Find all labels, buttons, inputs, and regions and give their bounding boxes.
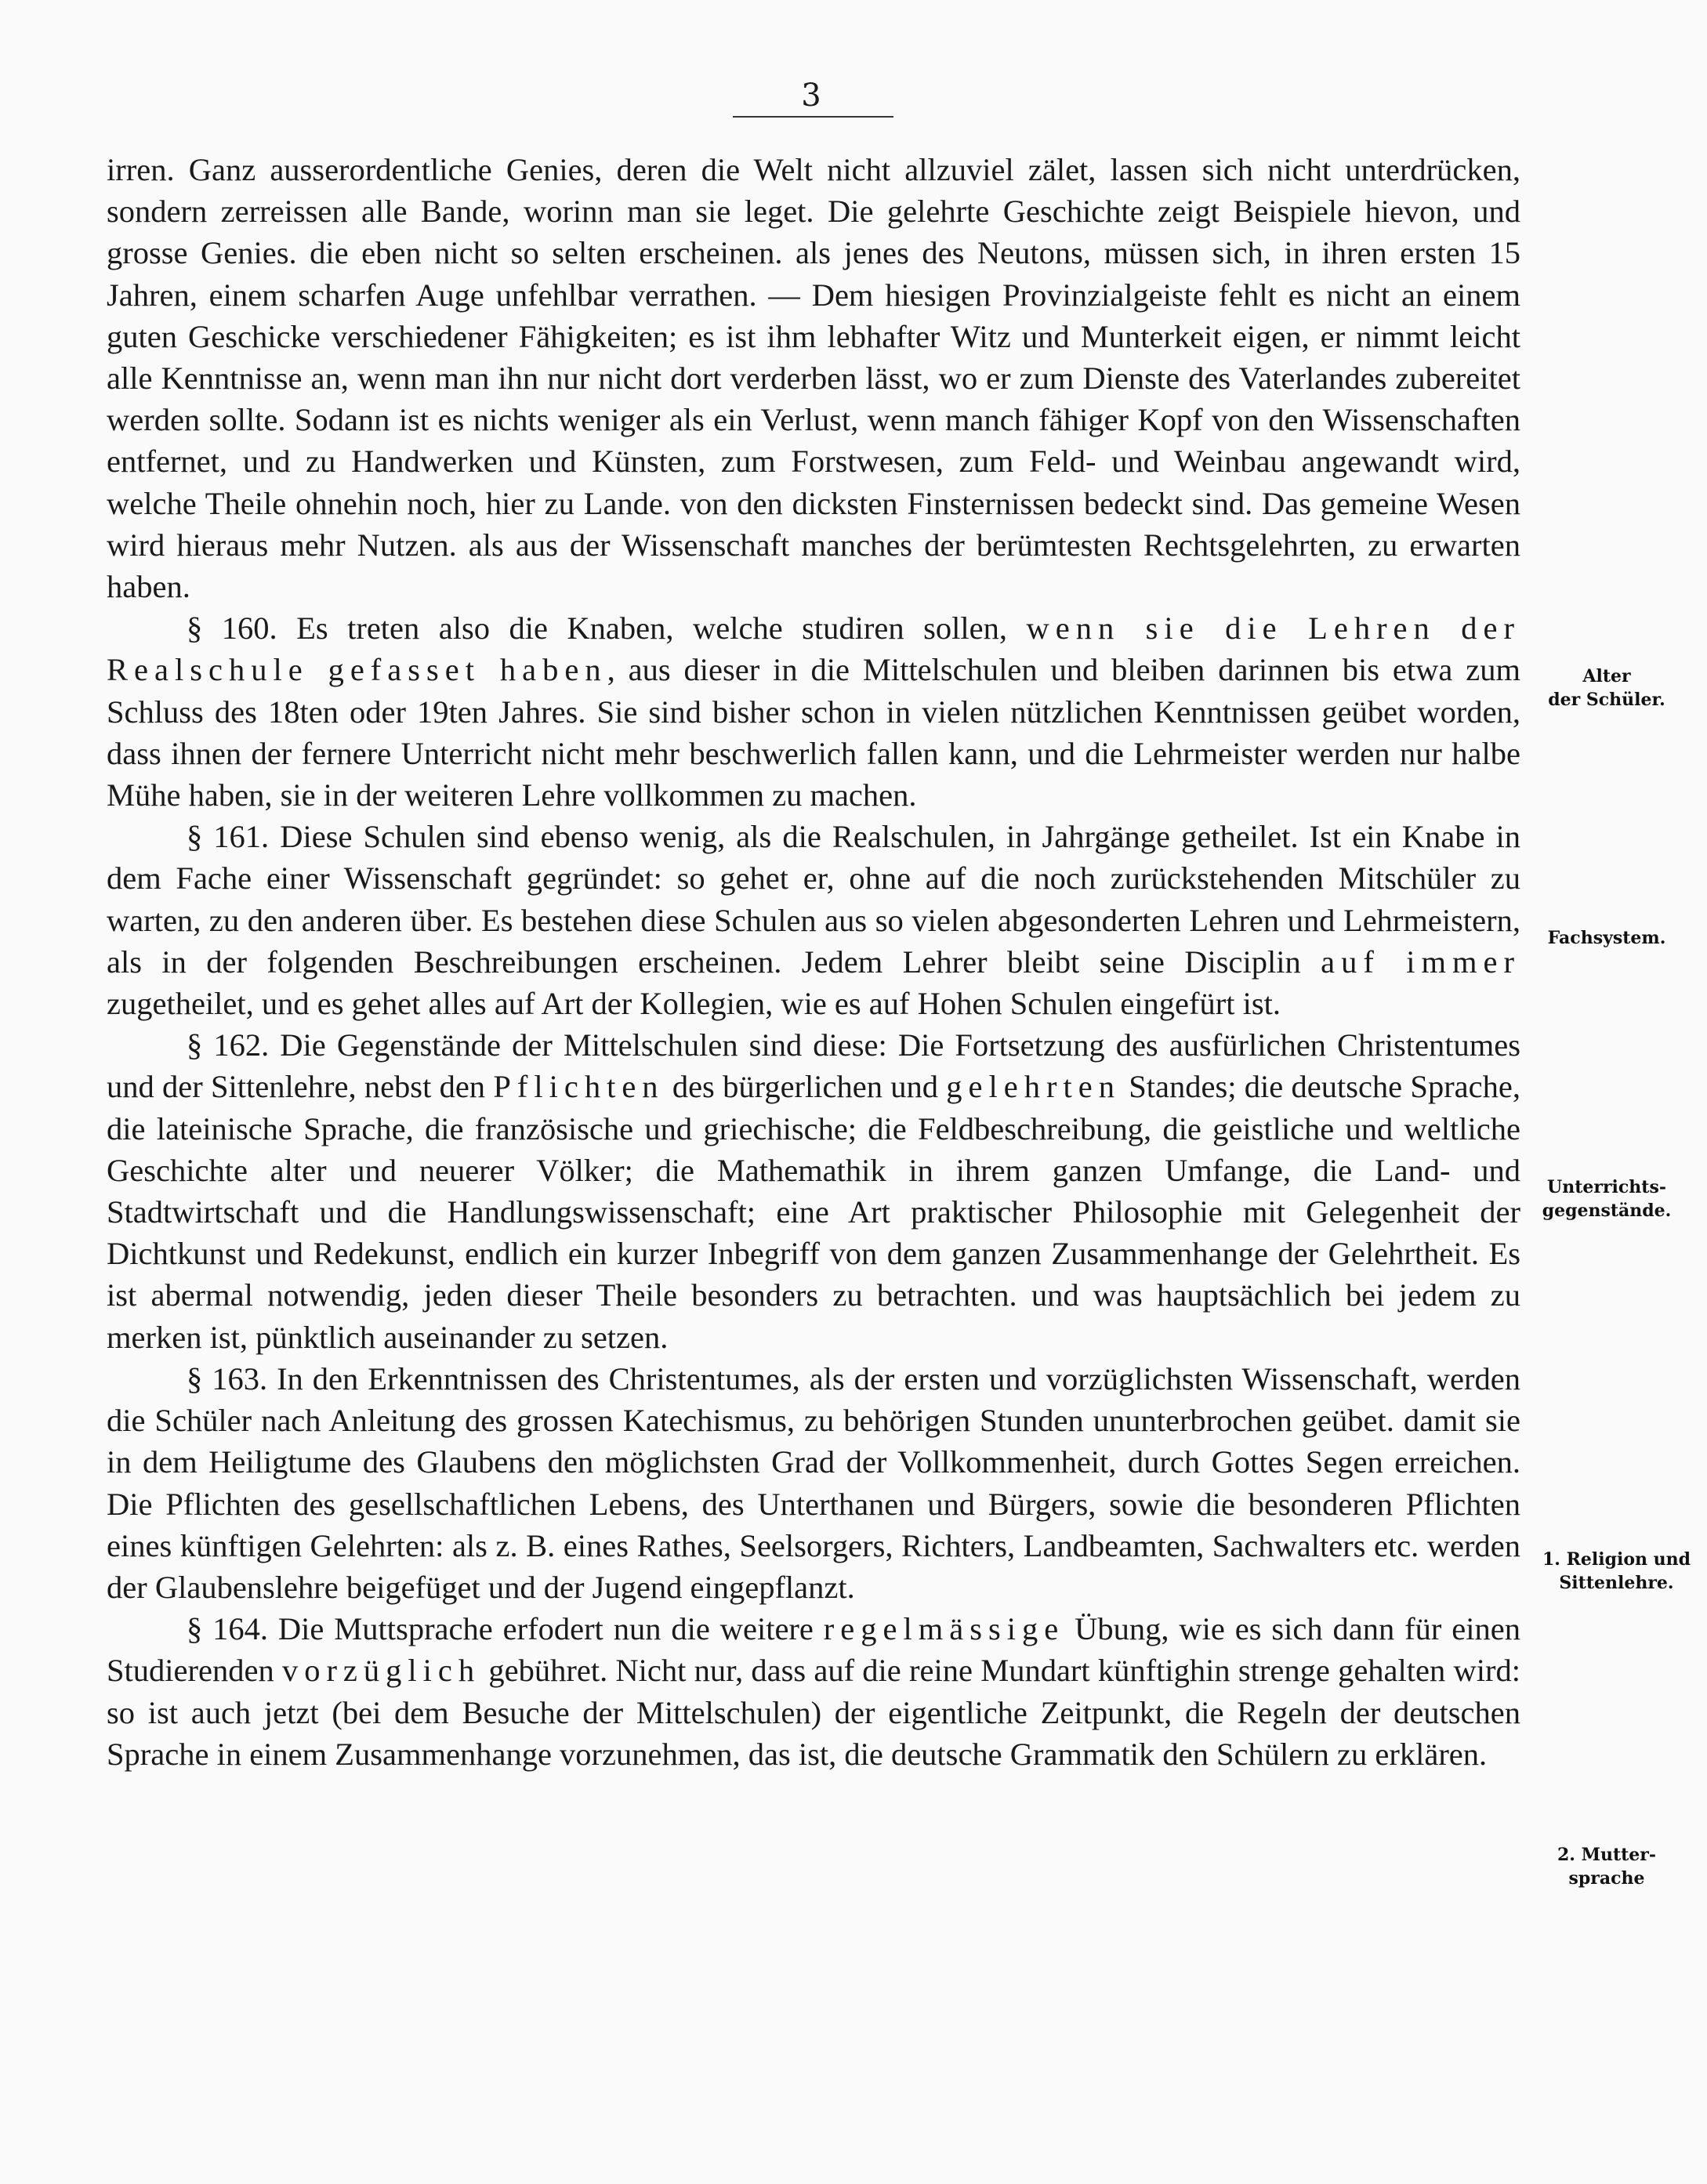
margin-note-muttersprache <box>1536 1843 1677 1890</box>
margin-note-unterrichts-line1: Unterrichts- <box>1547 1177 1666 1197</box>
margin-note-alter <box>1536 665 1677 712</box>
paragraph-161-spaced: auf immer <box>1321 944 1520 980</box>
paragraph-162-spaced-2: gelehrten <box>946 1069 1121 1105</box>
paragraph-164-text-a: § 164. Die Muttsprache erfodert nun die weitere <box>187 1611 824 1647</box>
paragraph-164-spaced-1: regelmässige <box>823 1611 1065 1647</box>
paragraph-160-spaced: wenn sie die Lehren der Realschule gefasset haben <box>107 610 1520 688</box>
paragraph-161-text-a: § 161. Diese Schulen sind ebenso wenig, als die Realschulen, in Jahrgänge getheilet. Ist ein Knabe in dem Fache einer Wissenschaft gegründet: so gehet er, ohne auf die noch zurückstehenden Mitschüler zu warten, zu den anderen über. Es bestehen diese Schulen aus so vielen abgesonderten Lehren und Lehrmeistern, als in der folgenden Beschreibungen erscheinen. Jedem Lehrer bleibt seine Disciplin <box>107 819 1520 980</box>
paragraph-162-text-a: § 162. Die Gegenstände der Mittelschulen sind diese: Die Fortsetzung des ausfürlichen Christentumes und der Sittenlehre, nebst den <box>107 1027 1520 1105</box>
paragraph-162 <box>107 1024 1520 1358</box>
paragraph-161 <box>107 816 1520 1024</box>
margin-note-fachsystem-line: Fachsystem. <box>1547 928 1666 948</box>
main-text <box>107 149 1520 1775</box>
paragraph-160-text-b: , aus dieser in die Mittelschulen und bleiben darinnen bis etwa zum Schluss des 18ten oder 19ten Jahres. Sie sind bisher schon in vielen nützlichen Kenntnissen geübet worden, dass ihnen der fernere Unterricht nicht mehr beschwerlich fallen kann, und die Lehrmeister werden nur halbe Mühe haben, sie in der weiteren Lehre vollkommen zu machen. <box>107 652 1520 813</box>
paragraph-161-text-b: zugetheilet, und es gehet alles auf Art der Kollegien, wie es auf Hohen Schulen eingefürt ist. <box>107 986 1281 1022</box>
margin-note-unterrichts-line2: gegenstände. <box>1542 1201 1672 1221</box>
paragraph-163: § 163. In den Erkenntnissen des Christentumes, als der ersten und vorzüglichsten Wissenschaft, werden die Schüler nach Anleitung des grossen Katechismus, zu behörigen Stunden ununterbrochen geübet. damit sie in dem Heiligtume des Glaubens den möglichsten Grad der Vollkommenheit, durch Gottes Segen erreichen. Die Pflichten des gesellschaftlichen Lebens, des Unterthanen und Bürgers, sowie die besonderen Pflichten eines künftigen Gelehrten: als z. B. eines Rathes, Seelsorgers, Richters, Landbeamten, Sachwalters etc. werden der Glaubenslehre beigefüget und der Jugend eingepflanzt. <box>107 1360 1520 1605</box>
margin-note-mutter-line1: 2. Mutter- <box>1557 1845 1657 1865</box>
page-number: 3 <box>801 78 821 114</box>
paragraph-162-text-c: Standes; die deutsche Sprache, die lateinische Sprache, die französische und griechische; die Feldbeschreibung, die geistliche und weltliche Geschichte alter und neuerer Völker; die Mathemathik in ihrem ganzen Umfange, die Land- und Stadtwirtschaft und die Handlungswissenschaft; eine Art praktischer Philosophie mit Gelegenheit der Dichtkunst und Redekunst, endlich ein kurzer Inbegriff von dem ganzen Zusammenhange der Gelehrtheit. Es ist abermal notwendig, jeden dieser Theile besonders zu betrachten. und was hauptsächlich bei jedem zu merken ist, pünktlich auseinander zu setzen. <box>107 1069 1520 1355</box>
paragraph-intro: irren. Ganz ausserordentliche Genies, deren die Welt nicht allzuviel zälet, lassen sich nicht unterdrücken, sondern zerreissen alle Bande, worinn man sie leget. Die gelehrte Geschichte zeigt Beispiele hievon, und grosse Genies. die eben nicht so selten erscheinen. als jenes des Neutons, müssen sich, in ihren ersten 15 Jahren, einem scharfen Auge unfehlbar verrathen. — Dem hiesigen Provinzialgeiste fehlt es nicht an einem guten Geschicke verschiedener Fähigkeiten; es ist ihm lebhafter Witz und Munterkeit eigen, er nimmt leicht alle Kenntnisse an, wenn man ihn nur nicht dort verderben lässt, wo er zum Dienste des Vaterlandes zubereitet werden sollte. Sodann ist es nichts weniger als ein Verlust, wenn manch fähiger Kopf von den Wissenschaften entfernet, und zu Handwerken und Künsten, zum Forstwesen, zum Feld- und Weinbau angewandt wird, welche Theile ohnehin noch, hier zu Lande. von den dicksten Finsternissen bedeckt sind. Das gemeine Wesen wird hieraus mehr Nutzen. als aus der Wissenschaft manches der berümtesten Rechtsgelehrten, zu erwarten haben. <box>107 152 1520 605</box>
paragraph-164 <box>107 1608 1520 1775</box>
margin-note-religion <box>1540 1548 1693 1595</box>
paragraph-162-spaced-1: Pflichten <box>493 1069 665 1105</box>
paragraph-160-text-a: § 160. Es treten also die Knaben, welche studiren sollen, <box>187 610 1027 647</box>
paragraph-164-text-b: Übung, wie es sich dann für einen Studierenden <box>107 1611 1520 1689</box>
margin-note-alter-line1: Alter <box>1582 666 1631 686</box>
margin-note-fachsystem <box>1536 926 1677 950</box>
margin-note-unterrichtsgegenstaende <box>1536 1175 1677 1222</box>
paragraph-160 <box>107 607 1520 816</box>
paragraph-164-text-c: gebühret. Nicht nur, dass auf die reine Mundart künftighin strenge gehalten wird: so ist auch jetzt (bei dem Besuche der Mittelschulen) der eigentliche Zeitpunkt, die Regeln der deutschen Sprache in einem Zusammenhange vorzunehmen, das ist, die deutsche Grammatik den Schülern zu erklären. <box>107 1653 1520 1772</box>
paragraph-164-spaced-2: vorzüglich <box>281 1653 481 1689</box>
margin-note-religion-line1: 1. Religion und <box>1542 1549 1691 1570</box>
margin-note-religion-line2: Sittenlehre. <box>1559 1573 1674 1593</box>
margin-note-mutter-line2: sprache <box>1568 1868 1645 1889</box>
paragraph-162-text-b: des bürgerlichen und <box>664 1069 947 1105</box>
page-number-rule <box>733 116 893 118</box>
margin-note-alter-line2: der Schüler. <box>1548 690 1665 710</box>
